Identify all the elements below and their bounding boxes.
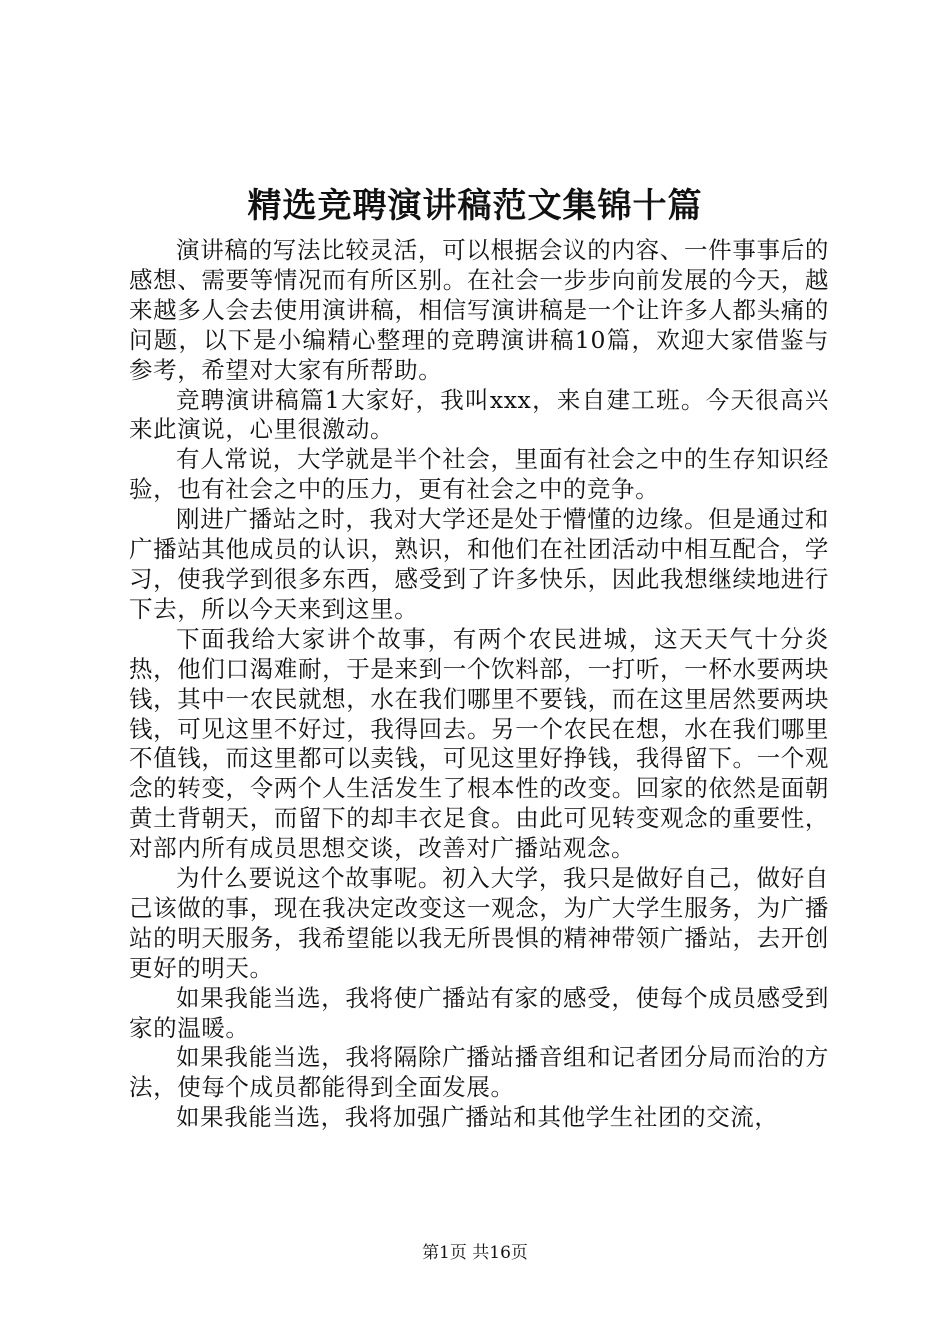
paragraph: 如果我能当选，我将隔除广播站播音组和记者团分局而治的方法，使每个成员都能得到全面发展。 — [129, 1043, 829, 1102]
paragraph: 刚进广播站之时，我对大学还是处于懵懂的边缘。但是通过和广播站其他成员的认识，熟识，和他们在社团活动中相互配合，学习，使我学到很多东西，感受到了许多快乐，因此我想继续地进行下去，所以今天来到这里。 — [129, 505, 829, 623]
document-body — [129, 236, 829, 1133]
paragraph: 下面我给大家讲个故事，有两个农民进城，这天天气十分炎热，他们口渴难耐，于是来到一个饮料部，一打听，一杯水要两块钱，其中一农民就想，水在我们哪里不要钱，而在这里居然要两块钱，可见这里不好过，我得回去。另一个农民在想，水在我们哪里不值钱，而这里都可以卖钱，可见这里好挣钱，我得留下。一个观念的转变，令两个人生活发生了根本性的改变。回家的依然是面朝黄土背朝天，而留下的却丰衣足食。由此可见转变观念的重要性，对部内所有成员思想交谈，改善对广播站观念。 — [129, 624, 829, 863]
paragraph: 如果我能当选，我将使广播站有家的感受，使每个成员感受到家的温暖。 — [129, 983, 829, 1042]
paragraph: 有人常说，大学就是半个社会，里面有社会之中的生存知识经验，也有社会之中的压力，更有社会之中的竞争。 — [129, 445, 829, 504]
paragraph: 竞聘演讲稿篇1大家好，我叫xxx，来自建工班。今天很高兴来此演说，心里很激动。 — [129, 385, 829, 444]
page-number-footer: 第1页 共16页 — [422, 1243, 528, 1263]
paragraph: 如果我能当选，我将加强广播站和其他学生社团的交流， — [176, 1103, 779, 1132]
paragraph: 演讲稿的写法比较灵活，可以根据会议的内容、一件事事后的感想、需要等情况而有所区别。在社会一步步向前发展的今天，越来越多人会去使用演讲稿，相信写演讲稿是一个让许多人都头痛的问题，以下是小编精心整理的竞聘演讲稿10篇，欢迎大家借鉴与参考，希望对大家有所帮助。 — [129, 236, 829, 384]
paragraph: 为什么要说这个故事呢。初入大学，我只是做好自己，做好自己该做的事，现在我决定改变这一观念，为广大学生服务，为广播站的明天服务，我希望能以我无所畏惧的精神带领广播站，去开创更好的明天。 — [129, 864, 829, 982]
document-title: 精选竞聘演讲稿范文集锦十篇 — [247, 186, 703, 226]
